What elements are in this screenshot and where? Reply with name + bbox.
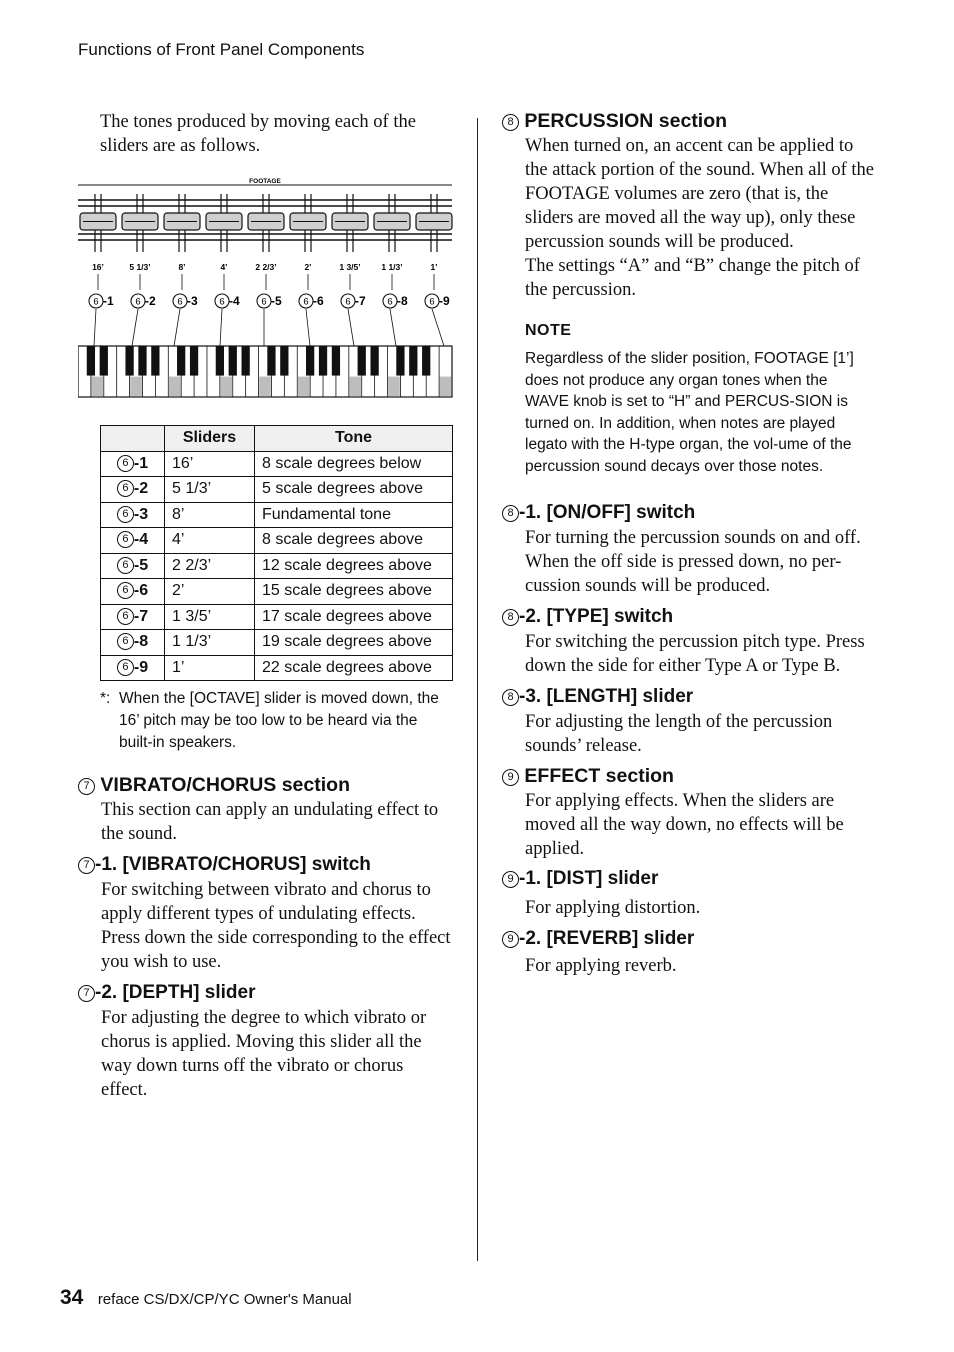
slider-callout [341, 294, 366, 308]
row-index: 6 -9 [101, 655, 165, 681]
footnote-mark: *: [100, 690, 111, 707]
row-index: 6 -1 [101, 451, 165, 477]
row-tone: 12 scale degrees above [255, 553, 453, 579]
row-tone: 8 scale degrees above [255, 528, 453, 554]
svg-text:-8: -8 [397, 294, 408, 308]
type-switch-heading: 8 -2. [TYPE] switch [502, 604, 874, 630]
table-row [101, 553, 453, 579]
footage-value-label: 5 1/3’ [129, 262, 151, 272]
row-slider: 1 1/3’ [165, 630, 255, 656]
row-index: 6 -4 [101, 528, 165, 554]
row-index: 6 -7 [101, 604, 165, 630]
manual-title: reface CS/DX/CP/YC Owner's Manual [97, 1291, 352, 1308]
page-number: 34 [60, 1286, 84, 1309]
vibrato-switch-heading: 7 -1. [VIBRATO/CHORUS] switch [78, 852, 452, 878]
slider-strip [78, 194, 452, 252]
table-header-blank [101, 426, 165, 452]
footage-value-label: 1 3/5’ [339, 262, 361, 272]
note-box [525, 322, 874, 478]
footage-slider [164, 194, 200, 252]
svg-text:-7: -7 [355, 294, 366, 308]
depth-slider-heading: 7 -2. [DEPTH] slider [78, 980, 452, 1006]
slider-callout [173, 294, 198, 308]
row-index: 6 -6 [101, 579, 165, 605]
table-row [101, 528, 453, 554]
footage-label: FOOTAGE [249, 178, 281, 185]
svg-text:6: 6 [135, 296, 141, 308]
slider-callout [131, 294, 156, 308]
effect-description: For applying effects. When the sliders are moved all the way down, no effects will be applied. [525, 790, 844, 859]
svg-text:-4: -4 [229, 294, 240, 308]
footage-value-label: 1 1/3’ [381, 262, 403, 272]
svg-text:6: 6 [219, 296, 225, 308]
footage-value-label: 8’ [178, 262, 186, 272]
sounding-key [220, 377, 232, 396]
slider-callout [89, 294, 114, 308]
svg-text:6: 6 [93, 296, 99, 308]
svg-text:-2: -2 [145, 294, 156, 308]
row-slider: 1 3/5’ [165, 604, 255, 630]
table-header-tone: Tone [255, 426, 453, 452]
svg-text:6: 6 [345, 296, 351, 308]
row-index: 6 -2 [101, 477, 165, 503]
table-row [101, 655, 453, 681]
svg-text:6: 6 [429, 296, 435, 308]
slider-callout [257, 294, 282, 308]
footage-value-label: 2 2/3’ [255, 262, 277, 272]
reverb-slider-text: For applying reverb. [525, 955, 677, 976]
note-text: Regardless of the slider position, FOOTAGE [1’] does not produce any organ tones when the WAVE knob is set to “H” and PERCUS-SION is turned on. In addition, when notes are played legato with the H-type organ, the vol-ume of the percussion sound decays over those notes. [525, 350, 854, 475]
footage-slider [290, 194, 326, 252]
row-tone: 17 scale degrees above [255, 604, 453, 630]
length-slider-text: For adjusting the length of the percussion sounds’ release. [525, 711, 833, 756]
row-slider: 1’ [165, 655, 255, 681]
table-row [101, 502, 453, 528]
table-row [101, 630, 453, 656]
row-tone: 15 scale degrees above [255, 579, 453, 605]
sounding-key [440, 377, 452, 396]
svg-text:-3: -3 [187, 294, 198, 308]
table-footnote [100, 688, 452, 754]
slider-callout [383, 294, 408, 308]
footage-diagram [78, 176, 454, 400]
section-number-badge: 9 [502, 769, 519, 786]
left-column [100, 110, 452, 158]
svg-text:6: 6 [303, 296, 309, 308]
table-header-sliders: Sliders [165, 426, 255, 452]
svg-text:6: 6 [387, 296, 393, 308]
note-label: NOTE [525, 322, 572, 339]
footage-value-label: 4’ [220, 262, 228, 272]
slider-callout [215, 294, 240, 308]
row-slider: 16’ [165, 451, 255, 477]
row-index: 6 -3 [101, 502, 165, 528]
row-index: 6 -5 [101, 553, 165, 579]
row-tone: Fundamental tone [255, 502, 453, 528]
vibrato-section [78, 772, 452, 1102]
svg-text:-5: -5 [271, 294, 282, 308]
effect-heading: 9 EFFECT section [502, 763, 874, 789]
table-header-row [101, 426, 453, 452]
type-switch-text: For switching the percussion pitch type. Press down the side for either Type A or Type B. [525, 631, 865, 676]
row-tone: 8 scale degrees below [255, 451, 453, 477]
section-number-badge: 8 [502, 114, 519, 131]
footage-slider [332, 194, 368, 252]
row-slider: 2 2/3’ [165, 553, 255, 579]
right-column [502, 108, 874, 978]
reverb-slider-heading: 9 -2. [REVERB] slider [502, 926, 874, 952]
row-tone: 22 scale degrees above [255, 655, 453, 681]
vibrato-switch-text: For switching between vibrato and chorus to apply different types of undulating effects. Press down the side corresponding to the effect you wish to use. [101, 880, 451, 972]
footage-slider [416, 194, 452, 252]
percussion-description: When turned on, an accent can be applied to the attack portion of the sound. When all of the FOOTAGE volumes are zero (that is, the sliders are moved all the way up), only these percussion sounds will be produced. [525, 136, 875, 252]
table-row [101, 451, 453, 477]
page-footer [60, 1286, 352, 1310]
row-index: 6 -8 [101, 630, 165, 656]
svg-text:6: 6 [261, 296, 267, 308]
sounding-key [169, 377, 181, 396]
vibrato-heading: 7 VIBRATO/CHORUS section [78, 772, 452, 798]
sounding-key [298, 377, 310, 396]
on-off-text: For turning the percussion sounds on and off. When the off side is pressed down, no per-cussion sounds will be produced. [525, 527, 861, 596]
footage-labels [92, 262, 437, 272]
sounding-key [388, 377, 400, 396]
length-slider-heading: 8 -3. [LENGTH] slider [502, 684, 874, 710]
footnote-text: When the [OCTAVE] slider is moved down, the 16’ pitch may be too low to be heard via the built-in speakers. [119, 690, 439, 751]
svg-text:-6: -6 [313, 294, 324, 308]
footage-slider [206, 194, 242, 252]
dist-slider-heading: 9 -1. [DIST] slider [502, 866, 874, 892]
column-divider [477, 118, 478, 1261]
slider-tone-table [100, 425, 453, 681]
footage-value-label: 1’ [430, 262, 438, 272]
footage-slider [122, 194, 158, 252]
slider-callout [299, 294, 324, 308]
svg-text:-9: -9 [439, 294, 450, 308]
page-header: Functions of Front Panel Components [78, 40, 365, 59]
footage-value-label: 16’ [92, 262, 104, 272]
on-off-heading: 8 -1. [ON/OFF] switch [502, 500, 874, 526]
svg-text:-1: -1 [103, 294, 114, 308]
intro-text: The tones produced by moving each of the sliders are as follows. [100, 112, 416, 156]
row-tone: 5 scale degrees above [255, 477, 453, 503]
row-slider: 8’ [165, 502, 255, 528]
row-slider: 5 1/3’ [165, 477, 255, 503]
key-pointer-lines [94, 274, 444, 346]
sounding-key [259, 377, 271, 396]
percussion-heading: 8 PERCUSSION section [502, 108, 874, 134]
table-row [101, 477, 453, 503]
row-slider: 4’ [165, 528, 255, 554]
vibrato-description: This section can apply an undulating effect to the sound. [101, 800, 439, 844]
footage-slider [374, 194, 410, 252]
sounding-key [130, 377, 142, 396]
footage-value-label: 2’ [304, 262, 312, 272]
footage-slider [248, 194, 284, 252]
keyboard-illustration [78, 346, 452, 397]
slider-callouts [89, 294, 450, 308]
dist-slider-text: For applying distortion. [525, 897, 701, 918]
sounding-key [91, 377, 103, 396]
table-row [101, 604, 453, 630]
svg-text:6: 6 [177, 296, 183, 308]
row-slider: 2’ [165, 579, 255, 605]
table-row [101, 579, 453, 605]
depth-slider-text: For adjusting the degree to which vibrato or chorus is applied. Moving this slider all the way down turns off the vibrato or chorus effect. [101, 1008, 427, 1100]
slider-callout [425, 294, 450, 308]
sounding-key [349, 377, 361, 396]
percussion-pitch-text: The settings “A” and “B” change the pitch of the percussion. [525, 256, 860, 300]
section-number-badge: 7 [78, 778, 95, 795]
row-tone: 19 scale degrees above [255, 630, 453, 656]
footage-slider [80, 194, 116, 252]
